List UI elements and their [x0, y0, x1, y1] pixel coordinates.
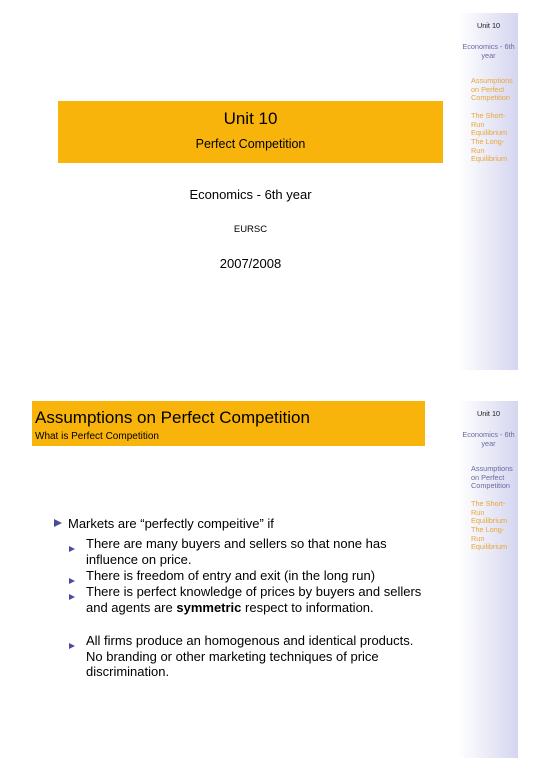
bullet-triangle-icon — [54, 519, 62, 527]
sidebar-course[interactable]: Economics - 6th year — [462, 430, 515, 448]
bold-term: symmetric — [176, 599, 242, 615]
bullet-triangle-icon — [69, 546, 75, 552]
slide-title — [32, 13, 518, 370]
slide-assumptions — [32, 401, 518, 758]
academic-year: 2007/2008 — [219, 256, 282, 271]
institution-name: EURSC — [233, 224, 268, 235]
sub-bullet-3: There is perfect knowledge of prices by buyers and sellers and agents are symmetric respect to information. — [86, 584, 426, 615]
sidebar-nav — [459, 401, 518, 758]
bullet-triangle-icon — [69, 643, 75, 649]
sidebar-item-assumptions[interactable]: Assumptions on Perfect Competition — [471, 464, 513, 490]
course-name: Economics - 6th year — [189, 187, 312, 202]
slide-heading: Assumptions on Perfect Competition — [35, 408, 310, 427]
main-bullet: Markets are “perfectly compeitive” if — [54, 516, 274, 531]
sub-bullet-2: There is freedom of entry and exit (in the long run) — [86, 568, 426, 584]
sidebar-unit[interactable]: Unit 10 — [476, 409, 501, 418]
sidebar-course[interactable]: Economics - 6th year — [462, 42, 515, 60]
slide-subtitle-text: Perfect Competition — [195, 137, 306, 151]
sidebar-unit[interactable]: Unit 10 — [476, 21, 501, 30]
slide-title-text: Unit 10 — [223, 109, 278, 128]
sidebar-item-short-run[interactable]: The Short-Run Equilibrium — [471, 111, 508, 137]
sidebar-item-long-run[interactable]: The Long-Run Equilibrium — [471, 525, 508, 551]
sidebar-item-assumptions[interactable]: Assumptions on Perfect Competition — [471, 76, 513, 102]
sub-bullet-1: There are many buyers and sellers so that none has influence on price. — [86, 536, 426, 567]
slide-header — [32, 401, 425, 446]
sidebar-item-short-run[interactable]: The Short-Run Equilibrium — [471, 499, 508, 525]
sub-bullet-4: All firms produce an homogenous and identical products. No branding or other marketing techniques of price discrimination. — [86, 633, 426, 680]
bullet-triangle-icon — [69, 578, 75, 584]
sidebar-item-long-run[interactable]: The Long-Run Equilibrium — [471, 137, 508, 163]
slide-subheading: What is Perfect Competition — [35, 431, 159, 442]
sidebar-nav — [459, 13, 518, 370]
title-box — [58, 101, 443, 163]
bullet-triangle-icon — [69, 594, 75, 600]
